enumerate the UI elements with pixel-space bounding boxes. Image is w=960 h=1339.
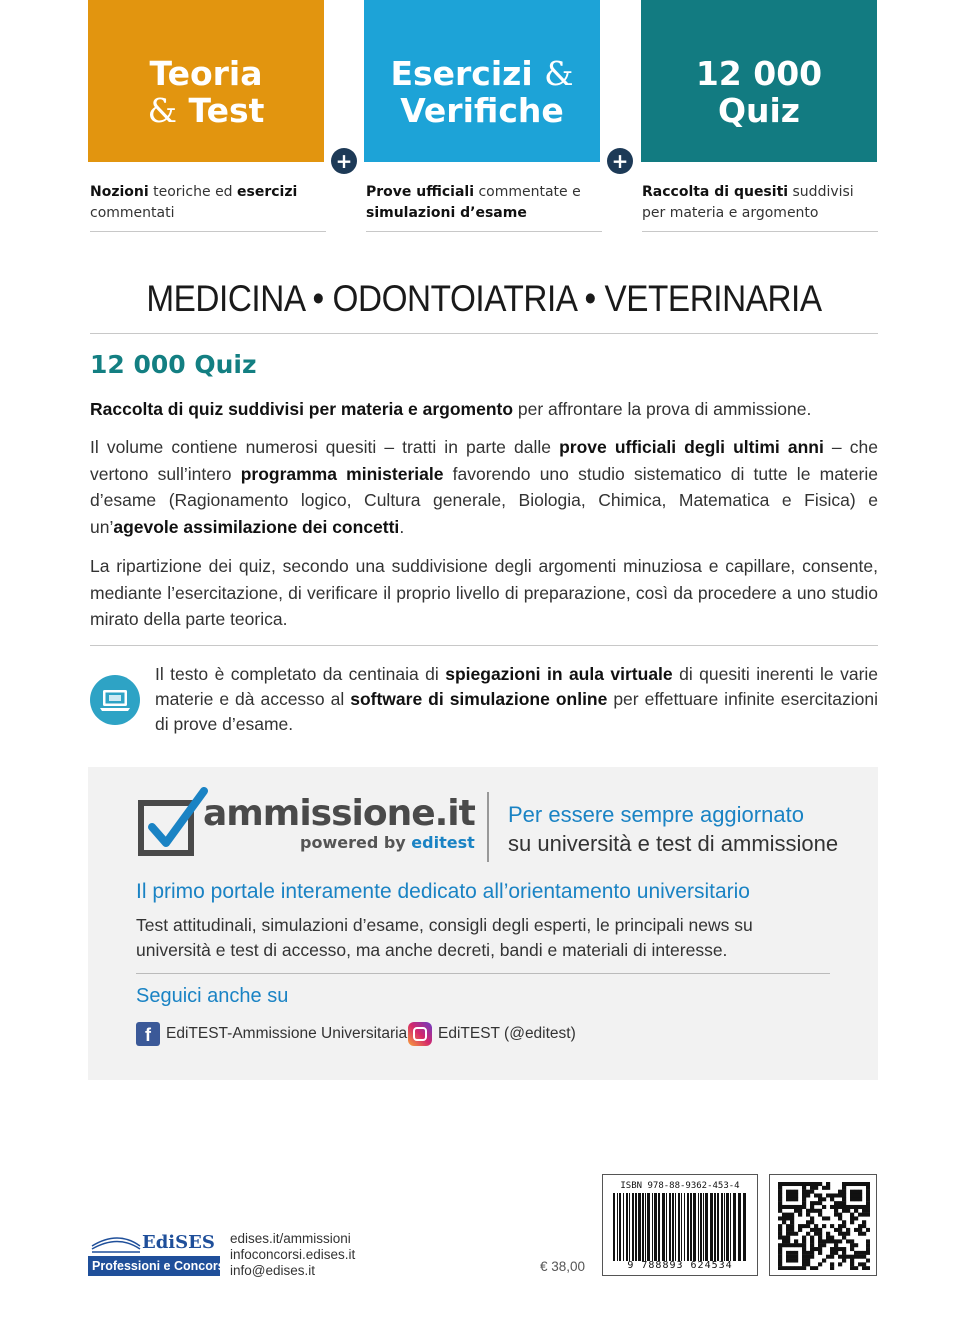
- box-title: Teoria: [149, 54, 263, 93]
- paragraph-aula-virtuale: Il testo è completato da centinaia di spiegazioni in aula virtuale di quesiti inerenti le varie materie e dà accesso al software di simulazione online per effettuare infinite esercitazioni di prove d’esame.: [155, 664, 879, 734]
- box-subtitle-quiz: Raccolta di quesiti suddivisi per materia e argomento: [642, 182, 878, 232]
- vertical-divider: [487, 792, 489, 862]
- follow-heading: Seguici anche su: [136, 985, 289, 1007]
- quiz-box: [641, 0, 877, 162]
- instagram-icon: [408, 1022, 432, 1046]
- edises-logo: [88, 1226, 229, 1276]
- facebook-label: EdiTEST-Ammissione Universitaria: [166, 1025, 408, 1042]
- page-title: MEDICINA • ODONTOIATRIA • VETERINARIA: [146, 278, 822, 319]
- facebook-icon: f: [136, 1022, 160, 1046]
- isbn: ISBN 978-88-9362-453-4: [620, 1181, 740, 1191]
- box-subtitle-esercizi: Prove ufficiali commentate e simulazioni d’esame: [366, 182, 602, 232]
- portal-description: Test attitudinali, simulazioni d’esame, consigli degli esperti, le principali news su università e test di accesso, ma anche decreti, bandi e materiali di interesse.: [136, 915, 753, 960]
- plus-icon: +: [331, 148, 357, 174]
- powered-by: powered by editest: [300, 833, 475, 852]
- tagline-line2: su università e test di ammissione: [508, 831, 839, 856]
- tagline-line1: Per essere sempre aggiornato: [508, 802, 804, 827]
- contacts: [230, 1231, 355, 1279]
- checkbox-logo-icon: [138, 787, 210, 857]
- ammissione-logo: ammissione.it: [203, 793, 475, 834]
- qr-code: [769, 1174, 877, 1276]
- qr-pattern: [778, 1182, 870, 1270]
- instagram-label: EdiTEST (@editest): [438, 1025, 576, 1042]
- instagram-link[interactable]: [408, 1022, 576, 1046]
- paragraph-intro: Raccolta di quiz suddivisi per materia e argomento per affrontare la prova di ammissione.: [90, 399, 812, 419]
- contact-link[interactable]: infoconcorsi.edises.it: [230, 1247, 356, 1262]
- facebook-link[interactable]: [136, 1022, 407, 1046]
- laptop-icon: [90, 675, 140, 725]
- publisher-name: EdiSES: [142, 1232, 215, 1253]
- section-title: 12 000 Quiz: [90, 350, 257, 379]
- teoria-test-box: [88, 0, 324, 162]
- price: € 38,00: [540, 1259, 586, 1274]
- portal-heading: Il primo portale interamente dedicato all’orientamento universitario: [136, 880, 750, 903]
- divider: [90, 333, 878, 334]
- box-title: Esercizi &: [390, 54, 574, 93]
- barcode: [602, 1174, 758, 1276]
- divider: [90, 645, 878, 646]
- paragraph-ripartizione: La ripartizione dei quiz, secondo una suddivisione degli argomenti minuziosa e capillare, consente, mediante l’esercitazione, di verificare il proprio livello di preparazione, così da procedere a uno studio mirato della parte teorica.: [90, 556, 878, 629]
- box-title: 12 000: [695, 54, 823, 93]
- paragraph-volume: Il volume contiene numerosi quesiti – tratti in parte dalle prove ufficiali degli ultimi anni – che vertono sull’intero programma ministeriale favorendo uno studio sistematico di tutte le materie d’esame (Ragionamento logico, Cultura generale, Biologia, Chimica, Matematica e Fisica) e un’agevole assimilazione dei concetti.: [90, 437, 878, 537]
- contact-link[interactable]: info@edises.it: [230, 1263, 315, 1278]
- plus-icon: +: [607, 148, 633, 174]
- barcode-digits: 9 788893 624534: [627, 1260, 733, 1271]
- box-title-2: & Test: [147, 91, 265, 130]
- box-subtitle-teoria: Nozioni teoriche ed esercizi commentati: [90, 182, 326, 232]
- barcode-bars: [613, 1193, 749, 1261]
- esercizi-verifiche-box: [364, 0, 600, 162]
- contact-link[interactable]: edises.it/ammissioni: [230, 1231, 351, 1246]
- box-title-2: Verifiche: [400, 91, 564, 130]
- publisher-subtitle: Professioni e Concorsi: [92, 1259, 229, 1273]
- box-title-2: Quiz: [717, 91, 801, 130]
- divider: [136, 973, 830, 974]
